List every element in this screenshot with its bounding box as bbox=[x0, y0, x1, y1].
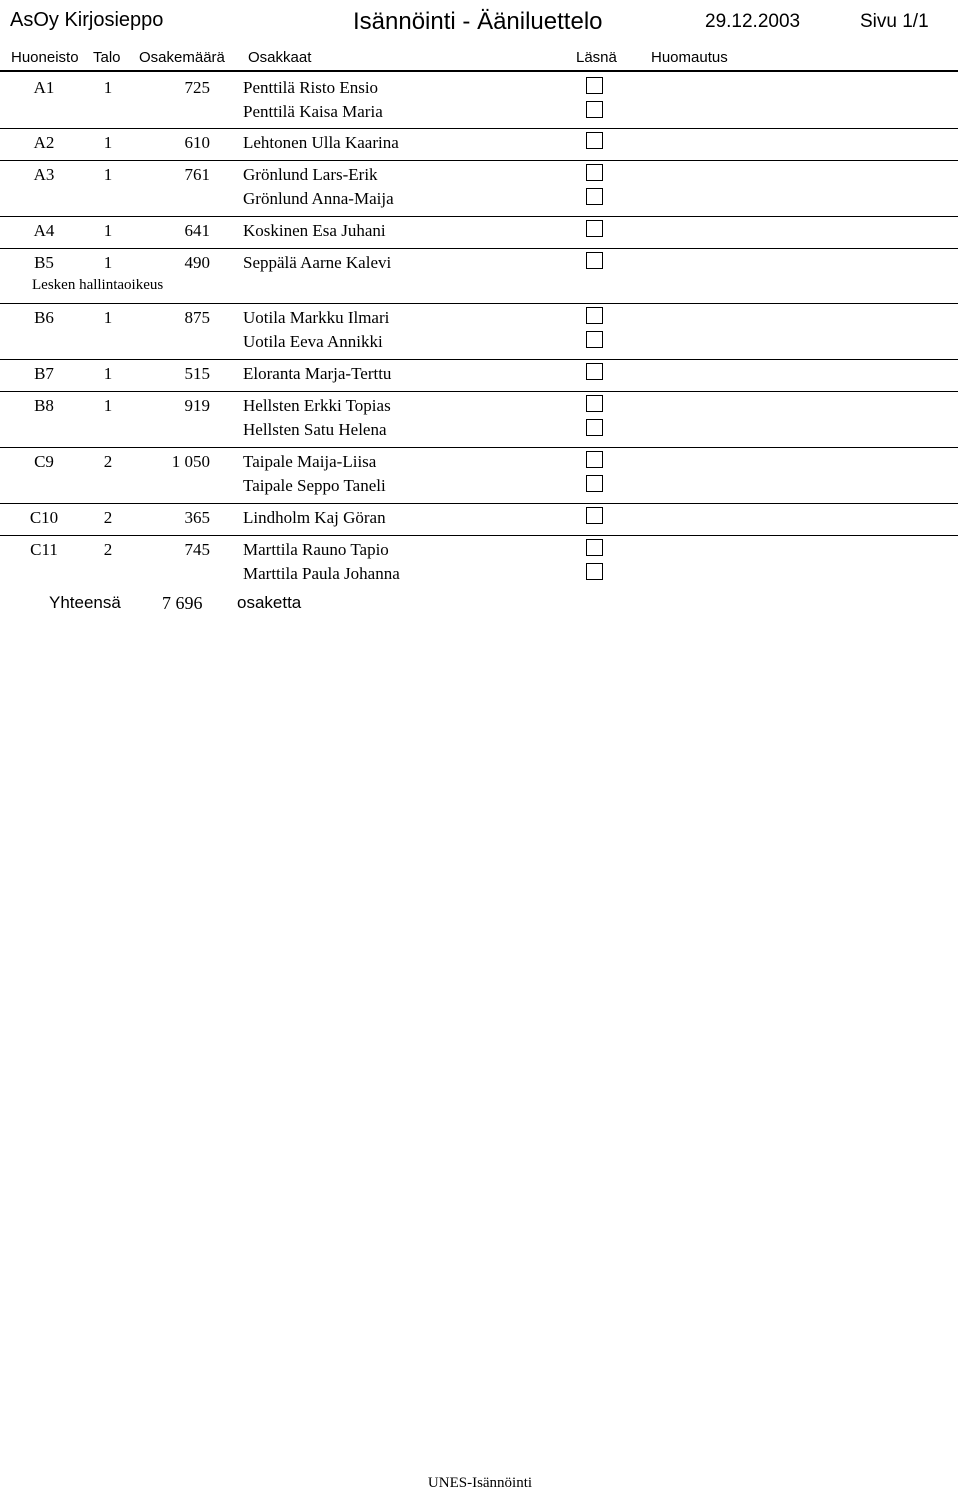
unit-cell: B6 bbox=[34, 308, 54, 327]
unit-cell: B8 bbox=[34, 396, 54, 415]
column-header-shares: Osakemäärä bbox=[139, 49, 225, 66]
present-checkbox[interactable] bbox=[586, 563, 603, 580]
unit-cell: C11 bbox=[30, 540, 58, 559]
present-checkbox[interactable] bbox=[586, 363, 603, 380]
present-checkbox[interactable] bbox=[586, 331, 603, 348]
shares-cell: 725 bbox=[184, 78, 210, 97]
unit-cell: B5 bbox=[34, 253, 54, 272]
row-divider bbox=[0, 391, 958, 392]
row-divider bbox=[0, 503, 958, 504]
shares-cell: 919 bbox=[184, 396, 210, 415]
house-cell: 1 bbox=[103, 396, 113, 415]
column-header-present: Läsnä bbox=[576, 49, 617, 66]
house-cell: 1 bbox=[103, 364, 113, 383]
owner-name: Penttilä Kaisa Maria bbox=[243, 102, 383, 121]
owner-name: Grönlund Lars-Erik bbox=[243, 165, 378, 184]
house-cell: 2 bbox=[103, 540, 113, 559]
owner-name: Uotila Eeva Annikki bbox=[243, 332, 383, 351]
house-cell: 1 bbox=[103, 78, 113, 97]
unit-cell: A1 bbox=[33, 78, 55, 97]
shares-cell: 641 bbox=[184, 221, 210, 240]
unit-cell: A2 bbox=[33, 133, 55, 152]
present-checkbox[interactable] bbox=[586, 507, 603, 524]
present-checkbox[interactable] bbox=[586, 419, 603, 436]
shares-cell: 490 bbox=[184, 253, 210, 272]
present-checkbox[interactable] bbox=[586, 220, 603, 237]
present-checkbox[interactable] bbox=[586, 307, 603, 324]
house-cell: 1 bbox=[103, 308, 113, 327]
shares-cell: 875 bbox=[184, 308, 210, 327]
present-checkbox[interactable] bbox=[586, 475, 603, 492]
owner-name: Koskinen Esa Juhani bbox=[243, 221, 386, 240]
present-checkbox[interactable] bbox=[586, 188, 603, 205]
row-divider bbox=[0, 447, 958, 448]
owner-name: Eloranta Marja-Terttu bbox=[243, 364, 392, 383]
house-cell: 1 bbox=[103, 253, 113, 272]
row-divider bbox=[0, 216, 958, 217]
footer-text: UNES-Isännöinti bbox=[427, 1475, 533, 1491]
owner-name: Marttila Paula Johanna bbox=[243, 564, 400, 583]
shares-cell: 761 bbox=[184, 165, 210, 184]
owner-name: Lindholm Kaj Göran bbox=[243, 508, 386, 527]
column-header-unit: Huoneisto bbox=[11, 49, 79, 66]
unit-cell: B7 bbox=[34, 364, 54, 383]
row-divider bbox=[0, 535, 958, 536]
house-cell: 1 bbox=[103, 221, 113, 240]
row-remark: Lesken hallintaoikeus bbox=[32, 277, 164, 293]
present-checkbox[interactable] bbox=[586, 252, 603, 269]
owner-name: Grönlund Anna-Maija bbox=[243, 189, 394, 208]
present-checkbox[interactable] bbox=[586, 77, 603, 94]
owner-name: Seppälä Aarne Kalevi bbox=[243, 253, 392, 272]
present-checkbox[interactable] bbox=[586, 164, 603, 181]
row-divider bbox=[0, 128, 958, 129]
present-checkbox[interactable] bbox=[586, 395, 603, 412]
document-date: 29.12.2003 bbox=[705, 11, 801, 32]
unit-cell: A3 bbox=[33, 165, 55, 184]
page-number: Sivu 1/1 bbox=[860, 11, 929, 32]
shares-cell: 1 050 bbox=[171, 452, 210, 471]
present-checkbox[interactable] bbox=[586, 451, 603, 468]
owner-name: Uotila Markku Ilmari bbox=[243, 308, 390, 327]
row-divider bbox=[0, 303, 958, 304]
owner-name: Hellsten Erkki Topias bbox=[243, 396, 391, 415]
present-checkbox[interactable] bbox=[586, 101, 603, 118]
company-name: AsOy Kirjosieppo bbox=[10, 9, 164, 31]
column-header-owners: Osakkaat bbox=[248, 49, 312, 66]
owner-name: Lehtonen Ulla Kaarina bbox=[243, 133, 399, 152]
total-label: Yhteensä bbox=[49, 593, 121, 612]
house-cell: 2 bbox=[103, 452, 113, 471]
owner-name: Taipale Seppo Taneli bbox=[243, 476, 386, 495]
owner-name: Marttila Rauno Tapio bbox=[243, 540, 389, 559]
unit-cell: A4 bbox=[33, 221, 55, 240]
row-divider bbox=[0, 359, 958, 360]
unit-cell: C9 bbox=[34, 452, 54, 471]
owner-name: Taipale Maija-Liisa bbox=[243, 452, 377, 471]
house-cell: 1 bbox=[103, 165, 113, 184]
house-cell: 1 bbox=[103, 133, 113, 152]
shares-cell: 745 bbox=[184, 540, 210, 559]
total-shares: 7 696 bbox=[162, 593, 203, 613]
shares-cell: 610 bbox=[184, 133, 210, 152]
owner-name: Hellsten Satu Helena bbox=[243, 420, 387, 439]
row-divider bbox=[0, 160, 958, 161]
column-header-note: Huomautus bbox=[651, 49, 728, 66]
column-header-house: Talo bbox=[93, 49, 121, 66]
total-unit: osaketta bbox=[237, 593, 302, 612]
row-divider bbox=[0, 248, 958, 249]
header-divider bbox=[0, 70, 958, 72]
present-checkbox[interactable] bbox=[586, 132, 603, 149]
house-cell: 2 bbox=[103, 508, 113, 527]
shares-cell: 515 bbox=[184, 364, 210, 383]
document-title: Isännöinti - Ääniluettelo bbox=[353, 8, 603, 35]
unit-cell: C10 bbox=[29, 508, 59, 527]
present-checkbox[interactable] bbox=[586, 539, 603, 556]
owner-name: Penttilä Risto Ensio bbox=[243, 78, 379, 97]
shares-cell: 365 bbox=[184, 508, 210, 527]
